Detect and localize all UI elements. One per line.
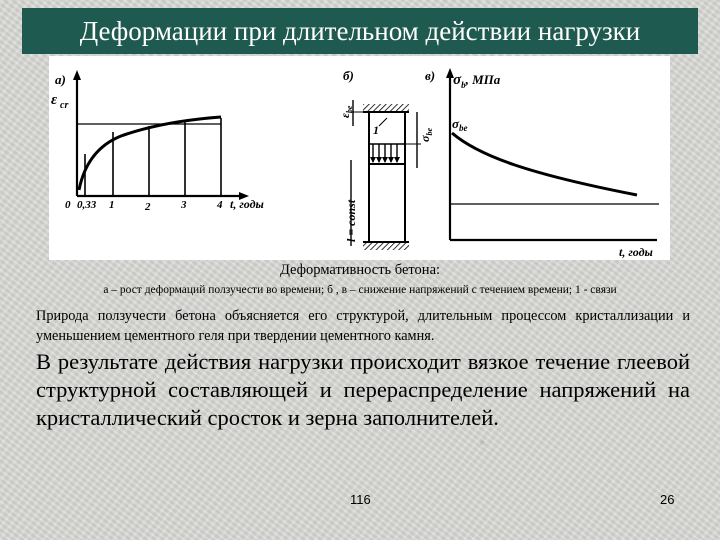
panel-b-sigma-label: $\sigma_{be}$ <box>418 127 434 142</box>
figure-caption-text: а – рост деформаций ползучести во времени; б , в – снижение напряжений с течением времени; 1 - связи <box>103 284 617 296</box>
panel-c-y-label: $\sigma_b$, МПа <box>453 72 501 90</box>
panel-b-bottom-support <box>363 242 409 250</box>
panel-c-relaxation-curve <box>452 133 637 195</box>
panel-a-y-arrow <box>73 70 81 80</box>
panel-c-x-label: t, годы <box>619 245 653 259</box>
panel-b-height-label: l = const <box>344 199 358 242</box>
panel-a-tick-2: 2 <box>145 201 151 213</box>
panel-a-y-label-sub: cr <box>60 100 69 111</box>
panel-b <box>338 68 434 250</box>
panel-a-tick-033: 0,33 <box>77 199 97 211</box>
panel-a-x-label: t, годы <box>230 197 264 211</box>
footer-center-number: 116 <box>350 492 371 507</box>
slide-title: Деформации при длительном действии нагрузки <box>79 15 641 46</box>
slide-title-bar <box>22 8 698 54</box>
slide-number: 26 <box>660 492 675 507</box>
paragraph-load-effect: В результате действия нагрузки происходит вязкое течение глеевой структурной составляющей и перераспределение напряжений на кристаллический сросток и зерна заполнителей. <box>36 349 690 430</box>
deformation-figure <box>49 56 670 260</box>
panel-a <box>51 70 264 213</box>
panel-a-y-label: ε <box>51 92 58 108</box>
panel-a-tick-1: 1 <box>109 199 115 211</box>
panel-a-tick-4: 4 <box>217 199 223 211</box>
panel-a-tick-3: 3 <box>181 199 187 211</box>
panel-a-gridlines <box>85 118 221 196</box>
panel-c-curve-label: $\sigma_{be}$ <box>452 116 468 133</box>
panel-a-tick-0: 0 <box>65 199 71 211</box>
panel-c <box>425 68 659 259</box>
paragraph-creep-nature: Природа ползучести бетона объясняется его структурой, длительным процессом кристаллизации и уменьшением цементного геля при твердении цементного камня. <box>36 308 690 344</box>
panel-b-eps-label: $\varepsilon_{be}$ <box>338 105 354 118</box>
panel-b-label: б) <box>343 68 354 83</box>
figure-caption-title: Деформативность бетона: <box>279 262 441 278</box>
panel-b-top-support <box>363 104 409 112</box>
panel-a-tick-labels <box>65 199 223 213</box>
panel-a-creep-curve <box>79 117 221 190</box>
panel-c-label: в) <box>425 68 436 83</box>
panel-a-label: а) <box>55 72 66 87</box>
figure-panel <box>49 56 670 260</box>
panel-b-marker-1: 1 <box>373 123 379 137</box>
